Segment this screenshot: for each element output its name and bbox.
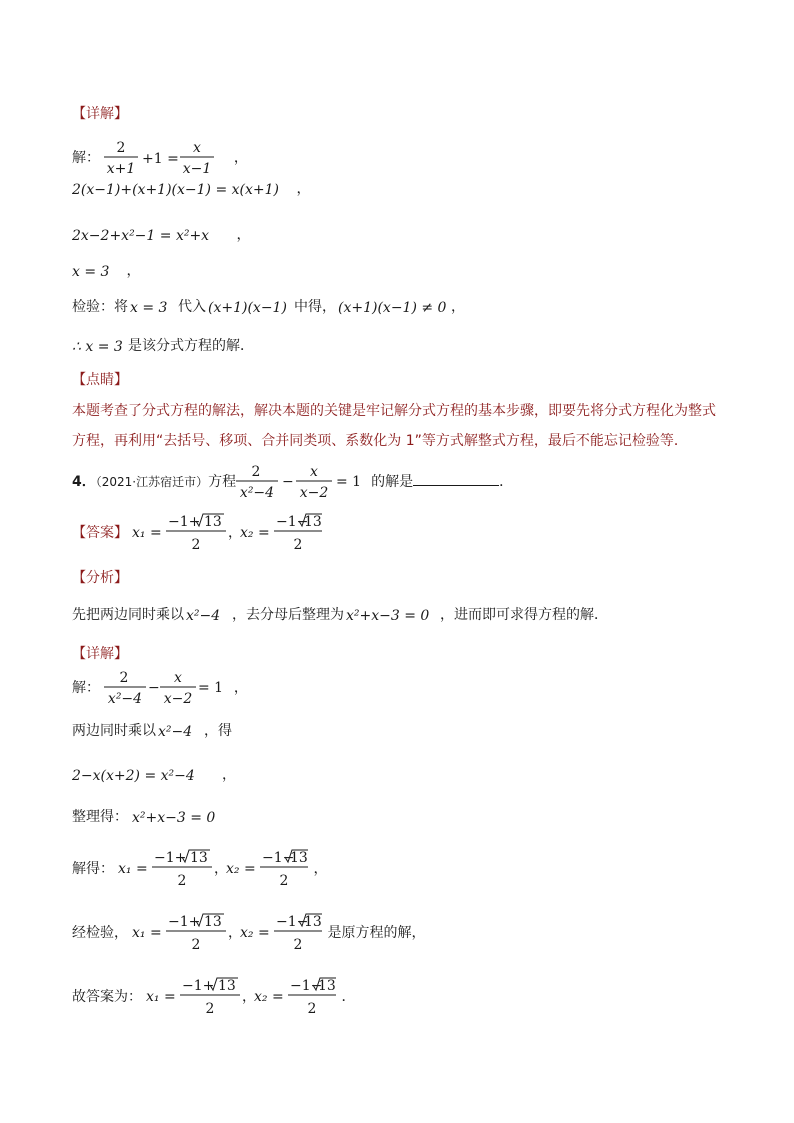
roots <box>132 912 327 954</box>
svg-text:13: 13 <box>290 850 309 866</box>
check-text: 检验：将 <box>72 299 128 315</box>
svg-text:13: 13 <box>318 978 337 994</box>
p3-original-equation <box>104 138 229 178</box>
analysis-text: ，去分母后整理为 <box>232 607 344 623</box>
svg-text:−1−: −1− <box>290 978 323 994</box>
svg-text:x₁ =: x₁ = <box>118 861 149 877</box>
roots <box>146 976 341 1018</box>
arrange-text: 整理得： <box>72 809 128 825</box>
conclusion-text: 是该分式方程的解． <box>128 338 254 354</box>
svg-text:2: 2 <box>119 670 129 686</box>
p4-answer-line <box>72 512 322 554</box>
p3-expanded-equation <box>72 178 292 200</box>
p3-check-line <box>72 296 465 318</box>
svg-text:2: 2 <box>307 1001 317 1017</box>
p3-step-3 <box>72 224 250 246</box>
svg-text:−1+: −1+ <box>182 978 215 994</box>
check-expression <box>206 296 294 318</box>
svg-text:x²−4: x²−4 <box>240 485 275 501</box>
p4-verify-line <box>72 912 425 954</box>
question-text: 方程 <box>208 474 237 490</box>
analysis-text: 先把两边同时乘以 <box>72 607 184 623</box>
comma: ， <box>236 227 251 243</box>
svg-text:−1+: −1+ <box>168 914 201 930</box>
svg-text:2: 2 <box>293 937 303 953</box>
plus-one-equals: +1 = <box>142 151 180 167</box>
p4-equation-restated <box>104 668 229 708</box>
p4-solve-line <box>72 668 248 708</box>
svg-text:2: 2 <box>205 1001 215 1017</box>
math-x2-minus-4 <box>156 720 204 742</box>
svg-text:，: ， <box>242 989 257 1005</box>
svg-text:∴ x = 3: ∴ x = 3 <box>72 339 123 355</box>
svg-text:2: 2 <box>177 873 187 889</box>
period: ． <box>499 474 514 490</box>
key-point-label: 【点睛】 <box>72 372 128 388</box>
frac-numerator: 2 <box>116 140 126 156</box>
therefore-expression <box>72 335 128 357</box>
svg-text:x²−4: x²−4 <box>108 691 143 707</box>
svg-text:−: − <box>148 680 161 696</box>
svg-text:，: ， <box>214 861 229 877</box>
question-source: （2021·江苏宿迁市） <box>95 475 209 489</box>
roots <box>118 848 313 890</box>
p4-final-line <box>72 976 355 1018</box>
p4-arrange-line <box>72 806 228 828</box>
frac-numerator: x <box>193 140 202 156</box>
svg-text:13: 13 <box>190 850 209 866</box>
svg-text:2: 2 <box>251 464 261 480</box>
svg-text:2: 2 <box>191 937 201 953</box>
comma: ， <box>222 767 236 783</box>
p3-solution <box>72 260 122 282</box>
svg-text:−1−: −1− <box>276 514 309 530</box>
svg-text:x²−4: x²−4 <box>186 608 221 624</box>
comma: ， <box>296 181 311 197</box>
multiply-text: 两边同时乘以 <box>72 723 156 739</box>
p4-answer-roots <box>132 512 322 554</box>
svg-text:= 1: = 1 <box>336 474 362 490</box>
svg-text:x₂ =: x₂ = <box>254 989 285 1005</box>
comma: ， <box>126 263 141 279</box>
comma: ， <box>233 150 248 166</box>
svg-text:(x+1)(x−1) ≠ 0: (x+1)(x−1) ≠ 0 <box>338 300 447 316</box>
p4-step-eq <box>72 764 236 786</box>
jie-label: 解： <box>72 680 100 696</box>
comma: ， <box>233 680 248 696</box>
svg-text:13: 13 <box>304 914 323 930</box>
svg-text:x: x <box>174 670 183 686</box>
svg-text:−1−: −1− <box>276 914 309 930</box>
math-expression: x = 3 <box>72 264 110 280</box>
svg-text:13: 13 <box>204 914 223 930</box>
svg-text:x₁ =: x₁ = <box>132 925 163 941</box>
svg-text:x²+x−3 = 0: x²+x−3 = 0 <box>132 810 216 826</box>
math-expression: 2(x−1)+(x+1)(x−1) = x(x+1) <box>72 182 279 198</box>
detail-label-2: 【详解】 <box>72 646 128 662</box>
frac-denominator: x−1 <box>183 161 212 177</box>
p4-question <box>72 462 513 502</box>
answer-blank[interactable] <box>413 471 499 486</box>
analysis-text: ，进而即可求得方程的解． <box>440 607 608 623</box>
math-expression: 2x−2+x²−1 = x²+x <box>72 228 210 244</box>
check-text: 代入 <box>178 299 206 315</box>
period: ． <box>341 989 356 1005</box>
verify-text: 经检验， <box>72 925 128 941</box>
svg-text:x = 3: x = 3 <box>130 300 168 316</box>
multiply-text: ，得 <box>204 723 232 739</box>
p3-simplified-equation <box>72 224 232 246</box>
p4-analysis-text <box>72 604 608 626</box>
svg-text:x²−4: x²−4 <box>158 724 193 740</box>
svg-text:13: 13 <box>218 978 237 994</box>
svg-text:x₂ =: x₂ = <box>226 861 257 877</box>
p3-step-2 <box>72 178 310 200</box>
svg-text:x−2: x−2 <box>164 691 193 707</box>
math-quadratic <box>132 806 228 828</box>
svg-text:x₂ =: x₂ = <box>240 525 271 541</box>
p4-multiply-line <box>72 720 232 742</box>
p3-conclusion <box>72 335 254 357</box>
solved-text: 解得： <box>72 861 114 877</box>
svg-text:2: 2 <box>191 537 201 553</box>
comma: ， <box>313 861 328 877</box>
math-expression <box>72 764 222 786</box>
svg-text:2: 2 <box>279 873 289 889</box>
frac-denominator: x+1 <box>107 161 136 177</box>
detail-label: 【详解】 <box>72 106 128 122</box>
svg-text:13: 13 <box>204 514 223 530</box>
math-quadratic <box>344 604 440 626</box>
analysis-label: 【分析】 <box>72 570 128 586</box>
svg-text:= 1: = 1 <box>198 680 224 696</box>
svg-text:x₂ =: x₂ = <box>240 925 271 941</box>
comma: ， <box>451 299 465 315</box>
check-text: 中得， <box>294 299 336 315</box>
math-x2-minus-4 <box>184 604 232 626</box>
p3-step-4 <box>72 260 140 282</box>
p3-equation-line <box>72 138 248 178</box>
svg-text:x₁ =: x₁ = <box>132 525 163 541</box>
check-value <box>128 296 178 318</box>
svg-text:x²+x−3 = 0: x²+x−3 = 0 <box>346 608 430 624</box>
svg-text:x₁ =: x₁ = <box>146 989 177 1005</box>
answer-label: 【答案】 <box>72 525 128 541</box>
verify-text: 是原方程的解， <box>327 925 426 941</box>
svg-text:−1+: −1+ <box>154 850 187 866</box>
svg-text:2−x(x+2) = x²−4: 2−x(x+2) = x²−4 <box>72 768 195 784</box>
final-text: 故答案为： <box>72 989 142 1005</box>
svg-text:2: 2 <box>293 537 303 553</box>
svg-text:，: ， <box>228 925 243 941</box>
check-inequality <box>336 296 451 318</box>
svg-text:，: ， <box>228 525 243 541</box>
svg-text:−1+: −1+ <box>168 514 201 530</box>
p4-solved-line <box>72 848 327 890</box>
question-number: 4． <box>72 474 96 490</box>
svg-text:x−2: x−2 <box>299 485 329 501</box>
svg-text:−: − <box>282 474 294 490</box>
p4-equation <box>236 462 371 502</box>
svg-text:(x+1)(x−1): (x+1)(x−1) <box>208 300 287 316</box>
question-text: 的解是 <box>371 474 414 490</box>
jie-label: 解： <box>72 150 100 166</box>
key-point-text: 本题考查了分式方程的解法，解决本题的关键是牢记解分式方程的基本步骤，即要先将分式方程化为整式方程，再利用“去括号、移项、合并同类项、系数化为 1”等方式解整式方程，最后不能忘记检验等． <box>72 403 716 449</box>
svg-text:13: 13 <box>304 514 323 530</box>
svg-text:x: x <box>310 464 319 480</box>
svg-text:−1−: −1− <box>262 850 295 866</box>
